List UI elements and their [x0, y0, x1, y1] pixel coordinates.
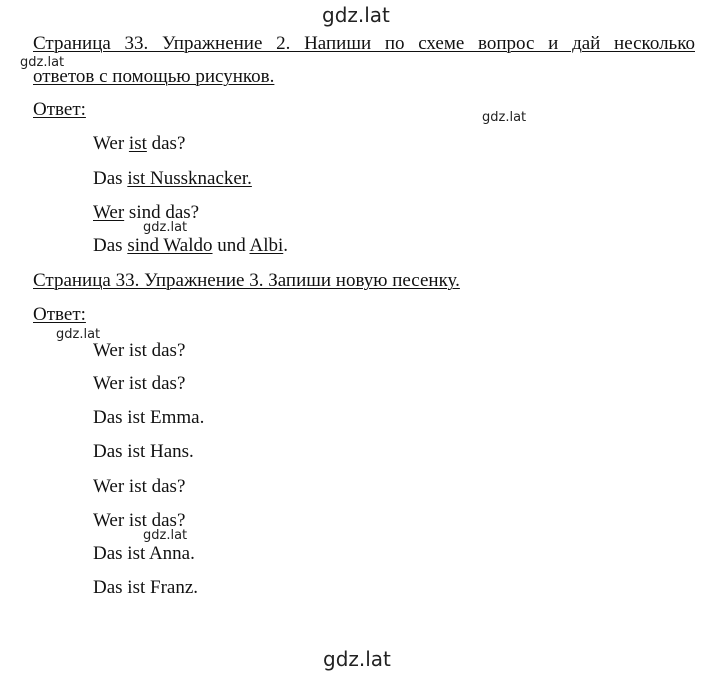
song-line: Das ist Franz. [93, 577, 199, 598]
watermark-side-1: gdz.lat [20, 55, 65, 70]
song-line: Das ist Emma. [93, 407, 205, 428]
underlined-word: Albi [249, 235, 284, 256]
underlined-word: ist Nussknacker. [127, 168, 252, 189]
exercise-2-answer-label: Ответ: [33, 99, 86, 120]
exercise-2-heading-line-2: ответов с помощью рисунков. [33, 66, 275, 87]
watermark-side-2: gdz.lat [56, 327, 101, 342]
watermark-mid-2: gdz.lat [143, 528, 188, 543]
song-line: Das ist Hans. [93, 441, 194, 462]
song-line: Wer ist das? [93, 476, 186, 497]
exercise-3-answer-label: Ответ: [33, 304, 86, 325]
exercise-3-heading: Страница 33. Упражнение 3. Запиши новую песенку. [33, 270, 460, 291]
exercise-2-line-1 [93, 133, 185, 155]
watermark-top: gdz.lat [322, 3, 390, 27]
exercise-2-line-4 [93, 235, 288, 257]
watermark-bottom: gdz.lat [323, 647, 391, 671]
text-segment: . [283, 235, 288, 256]
text-segment: Das [93, 168, 128, 189]
exercise-2-line-3 [93, 202, 199, 224]
watermark-right-1: gdz.lat [482, 110, 527, 125]
watermark-mid-1: gdz.lat [143, 220, 188, 235]
song-line: Wer ist das? [93, 510, 186, 531]
text-segment: das? [146, 133, 186, 154]
exercise-2-line-2 [93, 168, 252, 190]
text-segment: Wer [93, 133, 129, 154]
text-segment: Das [93, 235, 128, 256]
exercise-2-heading-line-1: Страница 33. Упражнение 2. Напиши по схеме вопрос и дай несколько [33, 33, 695, 54]
text-segment: sind das? [124, 202, 200, 223]
underlined-word: sind Waldo [127, 235, 213, 256]
underlined-word: Wer [93, 202, 125, 223]
song-line: Das ist Anna. [93, 543, 195, 564]
song-line: Wer ist das? [93, 373, 186, 394]
underlined-word: ist [128, 133, 147, 154]
song-line: Wer ist das? [93, 340, 186, 361]
text-segment: und [212, 235, 250, 256]
